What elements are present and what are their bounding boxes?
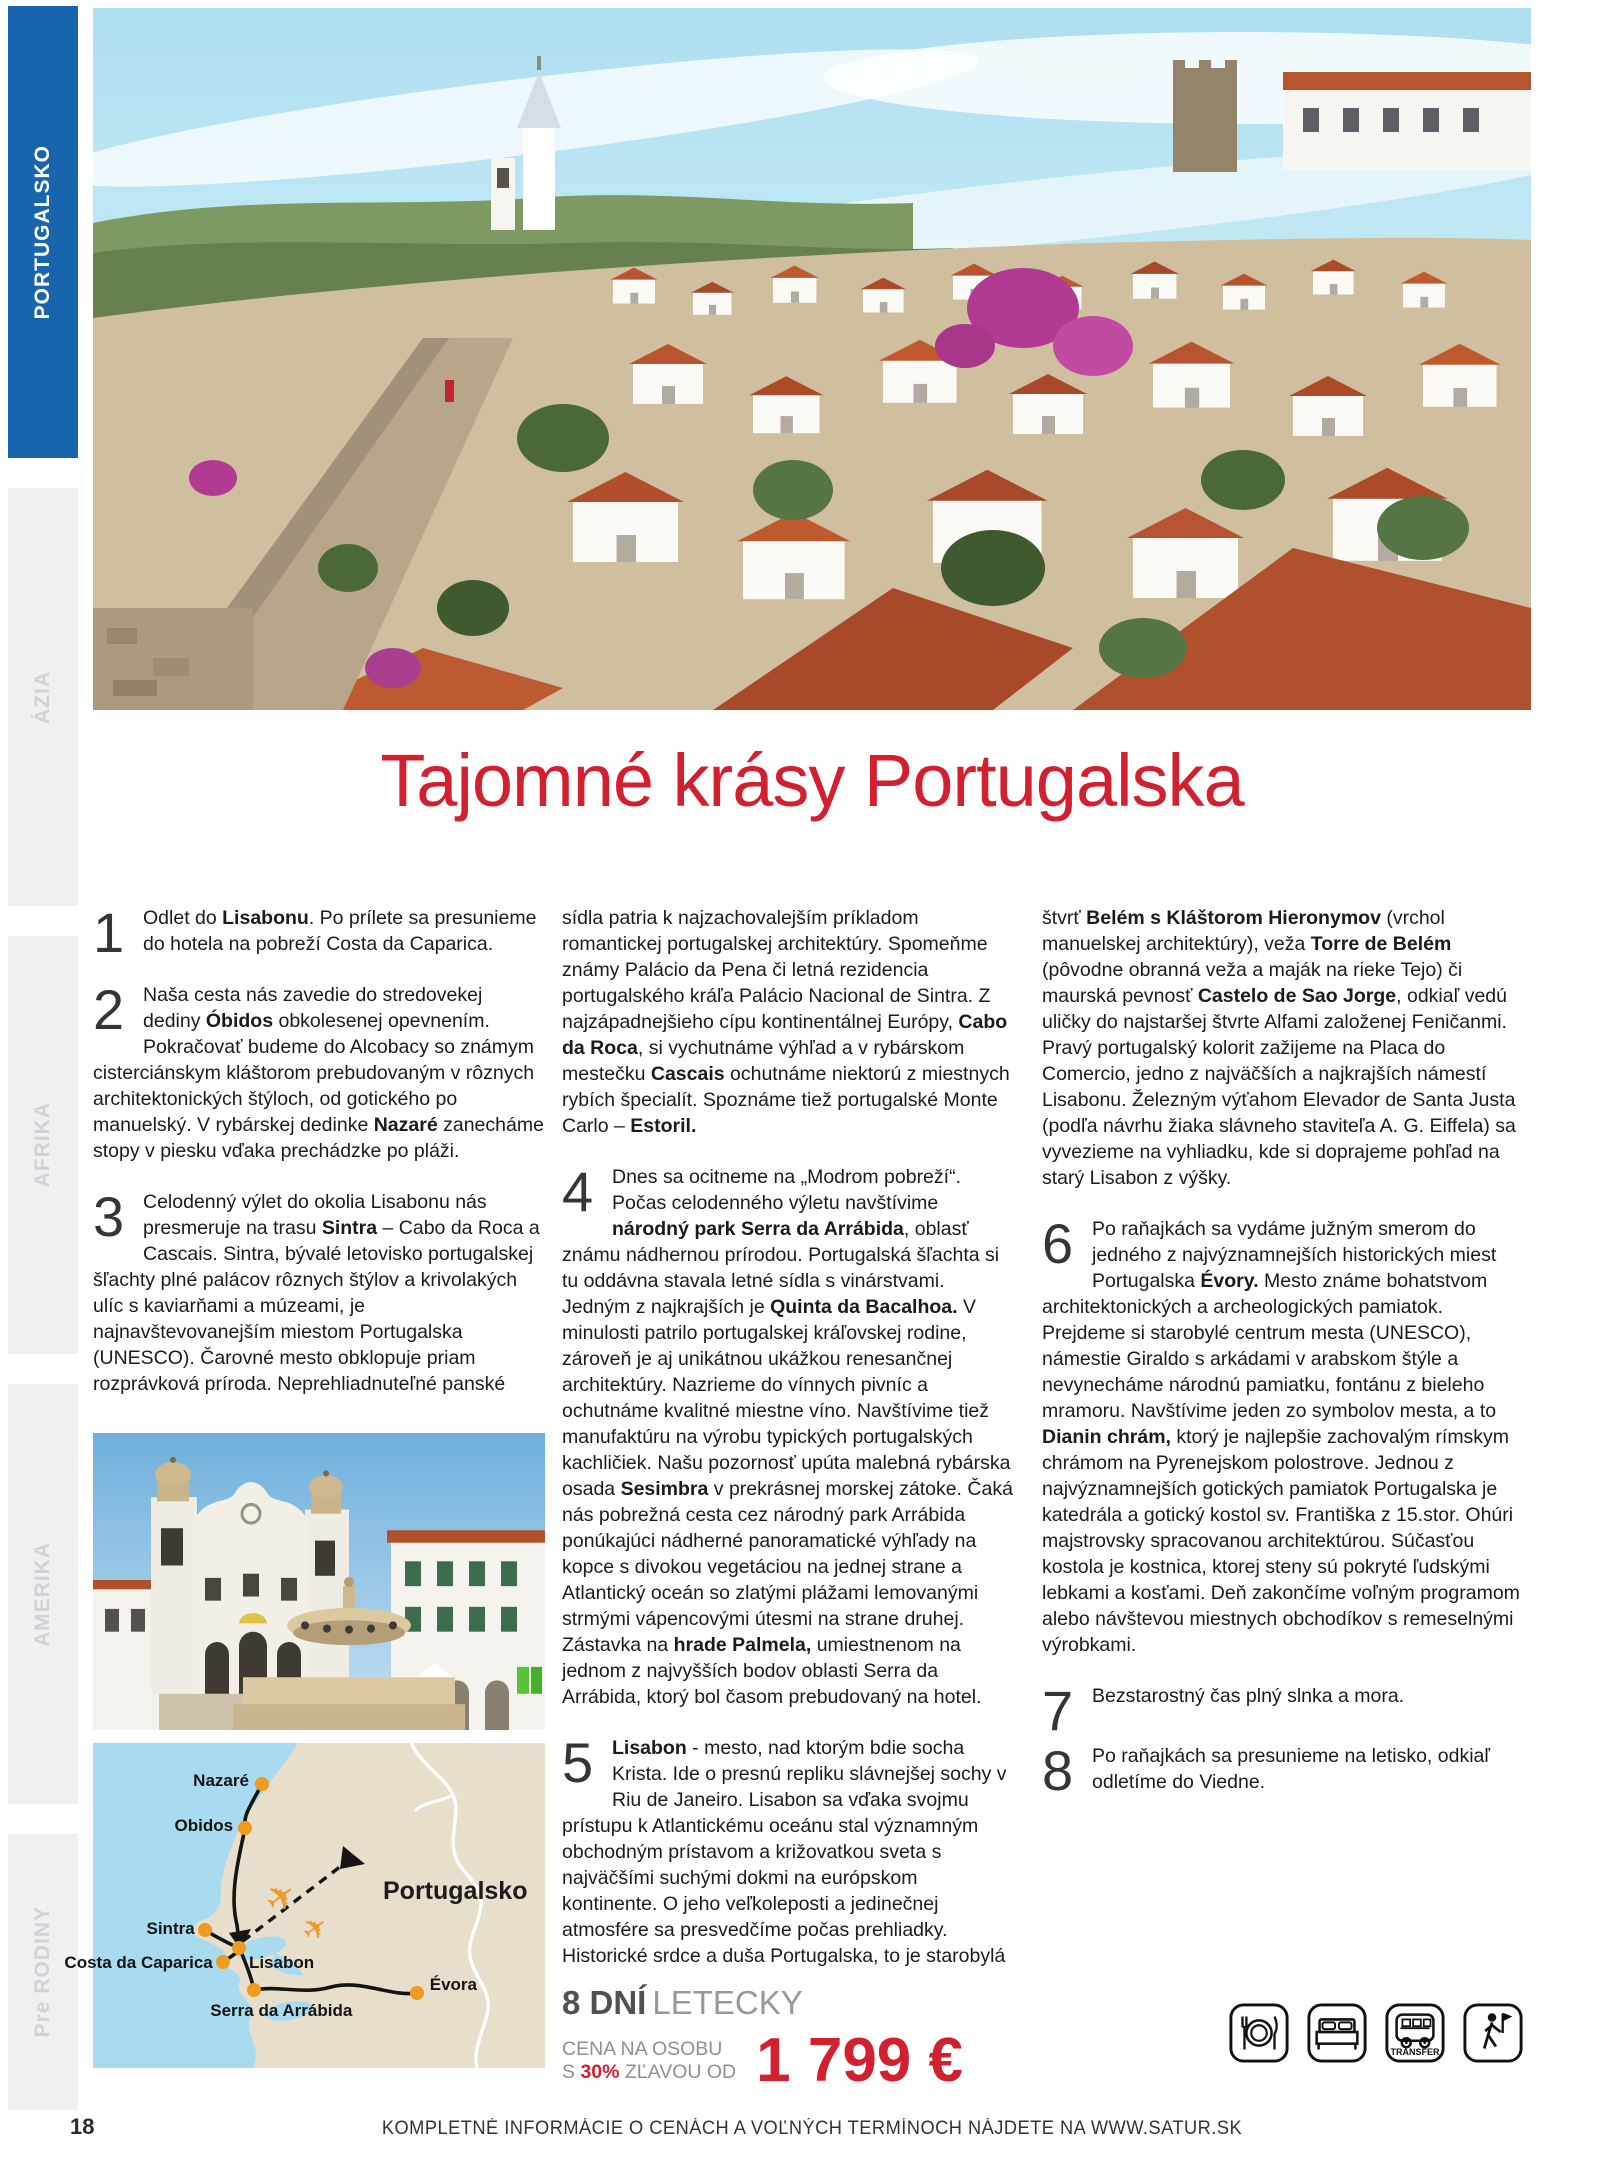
itinerary-column-3	[1042, 905, 1520, 1820]
service-icons	[1228, 2002, 1524, 2064]
footer-note: KOMPLETNÉ INFORMÁCIE O CENÁCH A VOĽNÝCH TERMÍNOCH NÁJDETE NA WWW.SATUR.SK	[381, 2118, 1243, 2139]
meals-icon	[1228, 2002, 1290, 2064]
price-note-line1: CENA NA OSOBU	[562, 2038, 723, 2060]
itinerary-column-2	[562, 905, 1014, 1994]
step-text: Odlet do Lisabonu. Po prílete sa presunieme do hotela na pobreží Costa da Caparica.	[143, 907, 537, 955]
step-text: Bezstarostný čas plný slnka a mora.	[1092, 1685, 1405, 1707]
svg-text:✈: ✈	[295, 1908, 336, 1950]
sidebar-item-afrika[interactable]	[8, 936, 78, 1354]
itinerary-column-1	[93, 901, 545, 1422]
step-text: Po raňajkách sa vydáme južným smerom do jedného z najvýznamnejších historických miest Portugalska Évory. Mesto známe bohatstvom architektonických a archeologických pamiatok. Prejdeme si starobylé centrum mesta (UNESCO), námestie Giraldo s arkádami v arabskom štýle a nevynecháme národnú pamiatku, fontánu z bieleho mramoru. Navštívime jeden zo symbolov mesta, a to Dianin chrám, ktorý je najlepšie zachovalým rímskym chrámom na Pyrenejskom polostrove. Jednou z najvýznamnejších gotických pamiatok Portugalska je katedrála a gotický kostol sv. Františka z 15.stor. Ohúri majstrovsky spracovanou architektúrou. Súčasťou kostola je kostnica, ktorej steny sú pokryté ľudskými lebkami a kosťami. Deň zakončíme voľným programom alebo návštevou miestnych obchodíkov s remeselnými výrobkami.	[1042, 1218, 1520, 1656]
hero-photo-obidos	[93, 8, 1531, 710]
page-title: Tajomné krásy Portugalska	[380, 739, 1244, 822]
accommodation-icon	[1306, 2002, 1368, 2064]
step-number: 5	[562, 1731, 594, 1794]
step-number: 4	[562, 1160, 594, 1223]
price-note-post: ZĽAVOU OD	[624, 2061, 737, 2083]
itinerary-step-7	[1042, 1679, 1520, 1742]
itinerary-step-3	[93, 1185, 545, 1397]
itinerary-step-2	[93, 978, 545, 1164]
itinerary-step-8	[1042, 1739, 1520, 1802]
step-text: Celodenný výlet do okolia Lisabonu nás presmeruje na trasu Sintra – Cabo da Roca a Cascais. Sintra, bývalé letovisko portugalskej šľachty plné palácov rôznych štýlov a krivolakých ulíc s kaviarňami a múzeami, je najnavštevovanejším miestom Portugalska (UNESCO). Čarovné mesto obklopuje priam rozprávková príroda. Neprehliadnuteľné panské	[93, 1191, 540, 1395]
map-region-label: Portugalsko	[383, 1877, 528, 1905]
offer-days-count: 8 DNÍ	[562, 1984, 647, 2021]
step-number: 8	[1042, 1739, 1074, 1802]
map-city-label: Serra da Arrábida	[210, 2001, 353, 2021]
price-value: 1 799 €	[756, 2026, 963, 2095]
guide-icon	[1462, 2002, 1524, 2064]
sidebar-item-label: Pre RODINY	[31, 1906, 54, 2038]
step-text: Lisabon - mesto, nad ktorým bdie socha Krista. Ide o presnú repliku slávnejšej sochy v Riu de Janeiro. Lisabon sa vďaka svojmu prístupu k Atlantickému oceánu stal významným obchodným prístavom a križovatkou sveta s najväčšími suchými dokmi na európskom kontinente. O jeho veľkoleposti a jedinečnej atmosfére sa presvedčíme počas prehliadky. Historické srdce a duša Portugalska, to je starobylá	[562, 1737, 1007, 1967]
step-text: Naša cesta nás zavedie do stredovekej dediny Óbidos obkolesenej opevnením. Pokračovať budeme do Alcobacy so známym cisterciánskym kláštorom prebudovaným v rôznych architektonických štýloch, od gotického po manuelský. V rybárskej dedinke Nazaré zanecháme stopy v piesku vďaka prechádzke po pláži.	[93, 984, 544, 1162]
step-number: 3	[93, 1185, 125, 1248]
sidebar-item-azia[interactable]	[8, 488, 78, 906]
step-number: 7	[1042, 1679, 1074, 1742]
step-text: štvrť Belém s Kláštorom Hieronymov (vrchol manuelskej architektúry), veža Torre de Belém (pôvodne obranná veža a maják na rieke Tejo) či maurská pevnosť Castelo de Sao Jorge, odkiaľ vedú uličky do najstaršej štvrte Alfami založenej Feničanmi. Pravý portugalský kolorit zažijeme na Placa do Comercio, jedno z najväčších a najkrajších námestí Lisabonu. Železným výťahom Elevador de Santa Justa (podľa návrhu žiaka slávneho staviteľa A. G. Eiffela) sa vyvezieme na vyhliadku, kde si doprajeme pohľad na starý Lisabon z výšky.	[1042, 907, 1516, 1189]
offer-transport-mode: LETECKY	[652, 1984, 803, 2021]
route-map-portugal	[64, 1743, 545, 2068]
itinerary-step-6	[1042, 1212, 1520, 1658]
itinerary-step-1	[93, 901, 545, 964]
itinerary-continuation	[562, 905, 1014, 1139]
step-text: sídla patria k najzachovalejším príkladom romantickej portugalskej architektúry. Spomeňme známy Palácio da Pena či letná rezidencia portugalského kráľa Palácio Nacional de Sintra. Z najzápadnejšieho cípu kontinentálnej Európy, Cabo da Roca, si vychutnáme výhľad a v rybárskom mestečku Cascais ochutnáme niektorú z miestnych rybích špecialít. Spoznáme tiež portugalské Monte Carlo – Estoril.	[562, 907, 1010, 1137]
step-number: 1	[93, 901, 125, 964]
photo-evora-square	[93, 1433, 545, 1730]
svg-text:✈: ✈	[256, 1871, 306, 1923]
step-number: 2	[93, 978, 125, 1041]
sidebar-item-label: AMERIKA	[31, 1541, 54, 1647]
map-city-label: Nazaré	[193, 1770, 249, 1790]
sidebar-item-label: PORTUGALSKO	[31, 144, 54, 320]
map-city-label: Costa da Caparica	[64, 1952, 213, 1972]
sidebar-item-portugalsko[interactable]	[8, 6, 78, 458]
sidebar-item-label: ÁZIA	[31, 670, 54, 724]
discount-badge: 30%	[580, 2061, 620, 2083]
price-note-pre: S	[562, 2061, 576, 2083]
itinerary-step-4	[562, 1160, 1014, 1710]
map-city-label: Obidos	[174, 1816, 234, 1836]
offer-price-note	[562, 2038, 736, 2084]
sidebar-item-amerika[interactable]	[8, 1384, 78, 1804]
itinerary-step-5	[562, 1731, 1014, 1969]
step-number: 6	[1042, 1212, 1074, 1275]
map-city-label: Évora	[429, 1975, 477, 1995]
map-city-label: Lisabon	[248, 1952, 315, 1972]
transfer-icon-label: TRANSFER	[1390, 2047, 1440, 2057]
transfer-icon	[1384, 2002, 1446, 2064]
map-city-label: Sintra	[146, 1918, 195, 1938]
step-text: Dnes sa ocitneme na „Modrom pobreží“. Počas celodenného výletu navštívime národný park Serra da Arrábida, oblasť známu nádhernou prírodou. Portugalská šľachta si tu oddávna stavala letné sídla s vinárstvami. Jedným z najkrajších je Quinta da Bacalhoa. V minulosti patrilo portugalskej kráľovskej rodine, zároveň je aj unikátnou ukážkou renesančnej architektúry. Nazrieme do vínnych pivníc a ochutnáme kvalitné miestne víno. Navštívime tiež manufaktúru na výrobu typických portugalských kachličiek. Našu pozornosť upúta malebná rybárska osada Sesimbra v prekrásnej morskej zátoke. Čaká nás pobrežná cesta cez národný park Arrábida ponúkajúci nádherné panoramatické výhľady na kopce s divokou vegetáciou na jednej strane a Atlantický oceán so zlatými plážami lemovanými strmými vápencovými útesmi na strane druhej. Zástavka na hrade Palmela, umiestnenom na jednom z najvyšších bodov oblasti Serra da Arrábida, ktorý bol časom prebudovaný na hotel.	[562, 1166, 1013, 1708]
offer-duration	[562, 1984, 1032, 2022]
sidebar-item-label: AFRIKA	[31, 1102, 54, 1188]
step-text: Po raňajkách sa presunieme na letisko, odkiaľ odletíme do Viedne.	[1092, 1745, 1491, 1793]
page-number: 18	[70, 2114, 95, 2139]
itinerary-continuation	[1042, 905, 1520, 1191]
offer-block	[562, 1984, 1032, 2095]
